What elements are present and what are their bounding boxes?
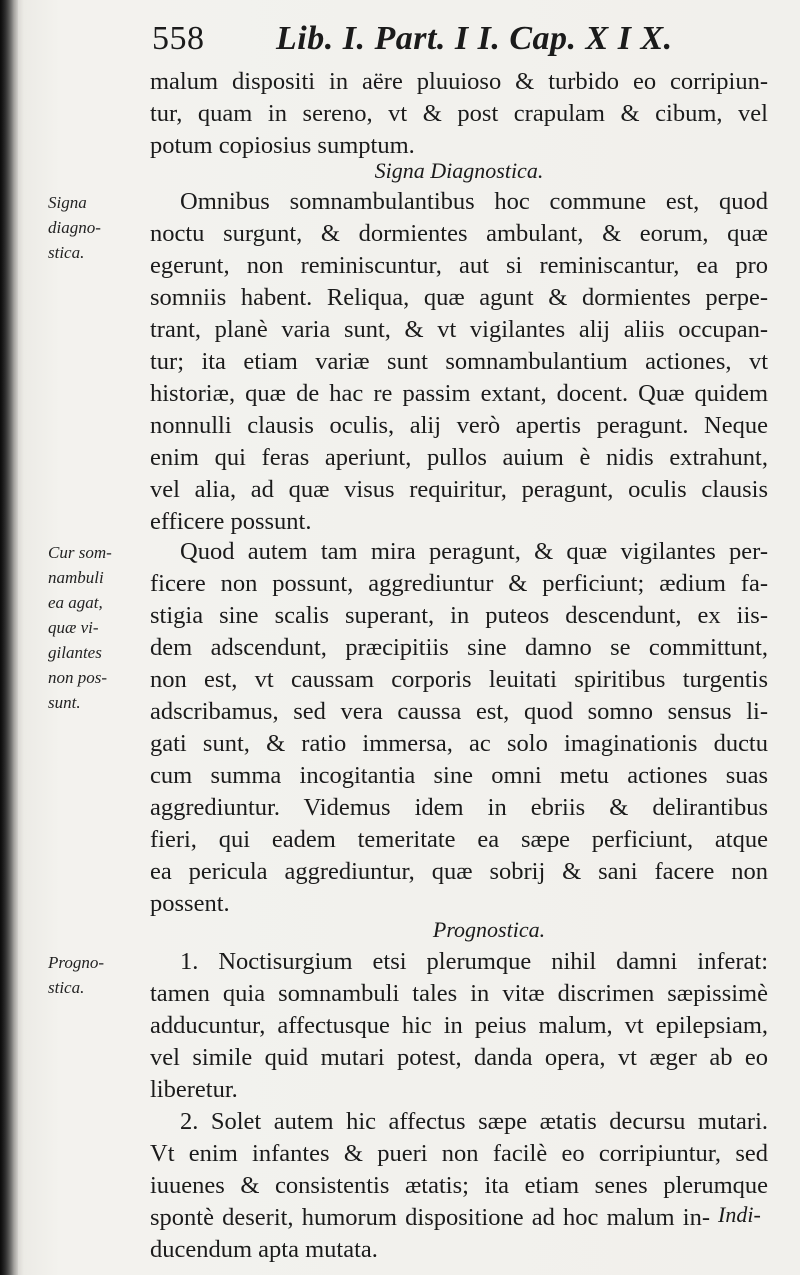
text-line: efficere possunt.: [150, 508, 312, 535]
margin-note-line: non pos-: [48, 668, 108, 687]
text-line: trant, planè varia sunt, & vt vigilantes alij aliis occupan-: [150, 316, 768, 343]
section-heading-prognostica: Prognostica.: [432, 917, 546, 942]
text-line: nonnulli clausis oculis, alij verò apertis peragunt. Neque: [150, 412, 768, 439]
text-line: aggrediuntur. Videmus idem in ebriis & delirantibus: [150, 794, 768, 821]
margin-note-line: Progno-: [48, 953, 105, 972]
margin-note-line: quæ vi-: [48, 618, 99, 637]
margin-note-cur-somnambuli: [48, 540, 140, 715]
text-line: noctu surgunt, & dormientes ambulant, & eorum, quæ: [150, 220, 768, 247]
section-heading-diagnostica: Signa Diagnostica.: [374, 158, 544, 183]
text-line: non est, vt caussam corporis leuitati spiritibus turgentis: [150, 666, 768, 693]
text-line: liberetur.: [150, 1076, 238, 1103]
text-line: historiæ, quæ de hac re passim extant, docent. Quæ quidem: [150, 380, 768, 407]
text-line: gati sunt, & ratio immersa, ac solo imaginationis ductu: [150, 730, 768, 757]
text-line: vel alia, ad quæ visus requiritur, peragunt, oculis clausis: [150, 476, 768, 503]
margin-note-line: stica.: [48, 978, 85, 997]
text-line: ficere non possunt, aggrediuntur & perficiunt; ædium fa-: [150, 570, 768, 597]
text-line: Omnibus somnambulantibus hoc commune est, quod: [180, 188, 768, 215]
text-line: 2. Solet autem hic affectus sæpe ætatis decursu mutari.: [180, 1108, 768, 1135]
text-line: fieri, qui eadem temeritate ea sæpe perficiunt, atque: [150, 826, 768, 853]
text-line: malum dispositi in aëre pluuioso & turbido eo corripiun-: [150, 68, 768, 95]
text-line: 1. Noctisurgium etsi plerumque nihil damni inferat:: [180, 948, 768, 975]
text-line: stigia sine scalis superant, in puteos descendunt, ex iis-: [150, 602, 768, 629]
page-number: 558: [152, 20, 205, 57]
text-line: Vt enim infantes & pueri non facilè eo corripiuntur, sed: [150, 1140, 768, 1167]
margin-note-line: nambuli: [48, 568, 104, 587]
margin-note-line: Signa: [48, 193, 87, 212]
margin-note-line: gilantes: [48, 643, 102, 662]
margin-note-line: sunt.: [48, 693, 81, 712]
running-head: Lib. I. Part. I I. Cap. X I X.: [276, 20, 673, 57]
text-line: adscribamus, sed vera caussa est, quod somno sensus li-: [150, 698, 768, 725]
text-line: cum summa incogitantia sine omni metu actiones suas: [150, 762, 768, 789]
text-line: somniis habent. Reliqua, quæ agunt & dormientes perpe-: [150, 284, 768, 311]
text-line: tur; ita etiam variæ sunt somnambulantium actiones, vt: [150, 348, 768, 375]
catchword: Indi-: [718, 1202, 761, 1227]
margin-note-line: ea agat,: [48, 593, 103, 612]
text-line: potum copiosius sumptum.: [150, 132, 415, 159]
margin-note-line: stica.: [48, 243, 85, 262]
text-line: spontè deserit, humorum dispositione ad hoc malum in-: [150, 1204, 710, 1231]
binding-shadow: [0, 0, 18, 1275]
text-line: tamen quia somnambuli tales in vitæ discrimen sæpissimè: [150, 980, 768, 1007]
text-line: adducuntur, affectusque hic in peius malum, vt epilepsiam,: [150, 1012, 768, 1039]
text-line: ea pericula aggrediuntur, quæ sobrij & sani facere non: [150, 858, 768, 885]
text-line: vel simile quid mutari potest, danda opera, vt æger ab eo: [150, 1044, 768, 1071]
text-line: dem adscendunt, præcipitiis sine damno se committunt,: [150, 634, 768, 661]
margin-note-signa-diagnostica: [48, 190, 140, 265]
page-header: [148, 20, 748, 66]
text-line: egerunt, non reminiscuntur, aut si reminiscantur, ea pro: [150, 252, 768, 279]
text-line: tur, quam in sereno, vt & post crapulam & cibum, vel: [150, 100, 768, 127]
text-line: enim qui feras aperiunt, pullos auium è nidis extrahunt,: [150, 444, 768, 471]
text-line: iuuenes & consistentis ætatis; ita etiam senes plerumque: [150, 1172, 768, 1199]
text-line: Quod autem tam mira peragunt, & quæ vigilantes per-: [180, 538, 768, 565]
margin-note-line: Cur som-: [48, 543, 112, 562]
margin-note-line: diagno-: [48, 218, 101, 237]
margin-note-prognostica: [48, 950, 140, 1000]
text-line: ducendum apta mutata.: [150, 1236, 378, 1263]
text-line: possent.: [150, 890, 230, 917]
